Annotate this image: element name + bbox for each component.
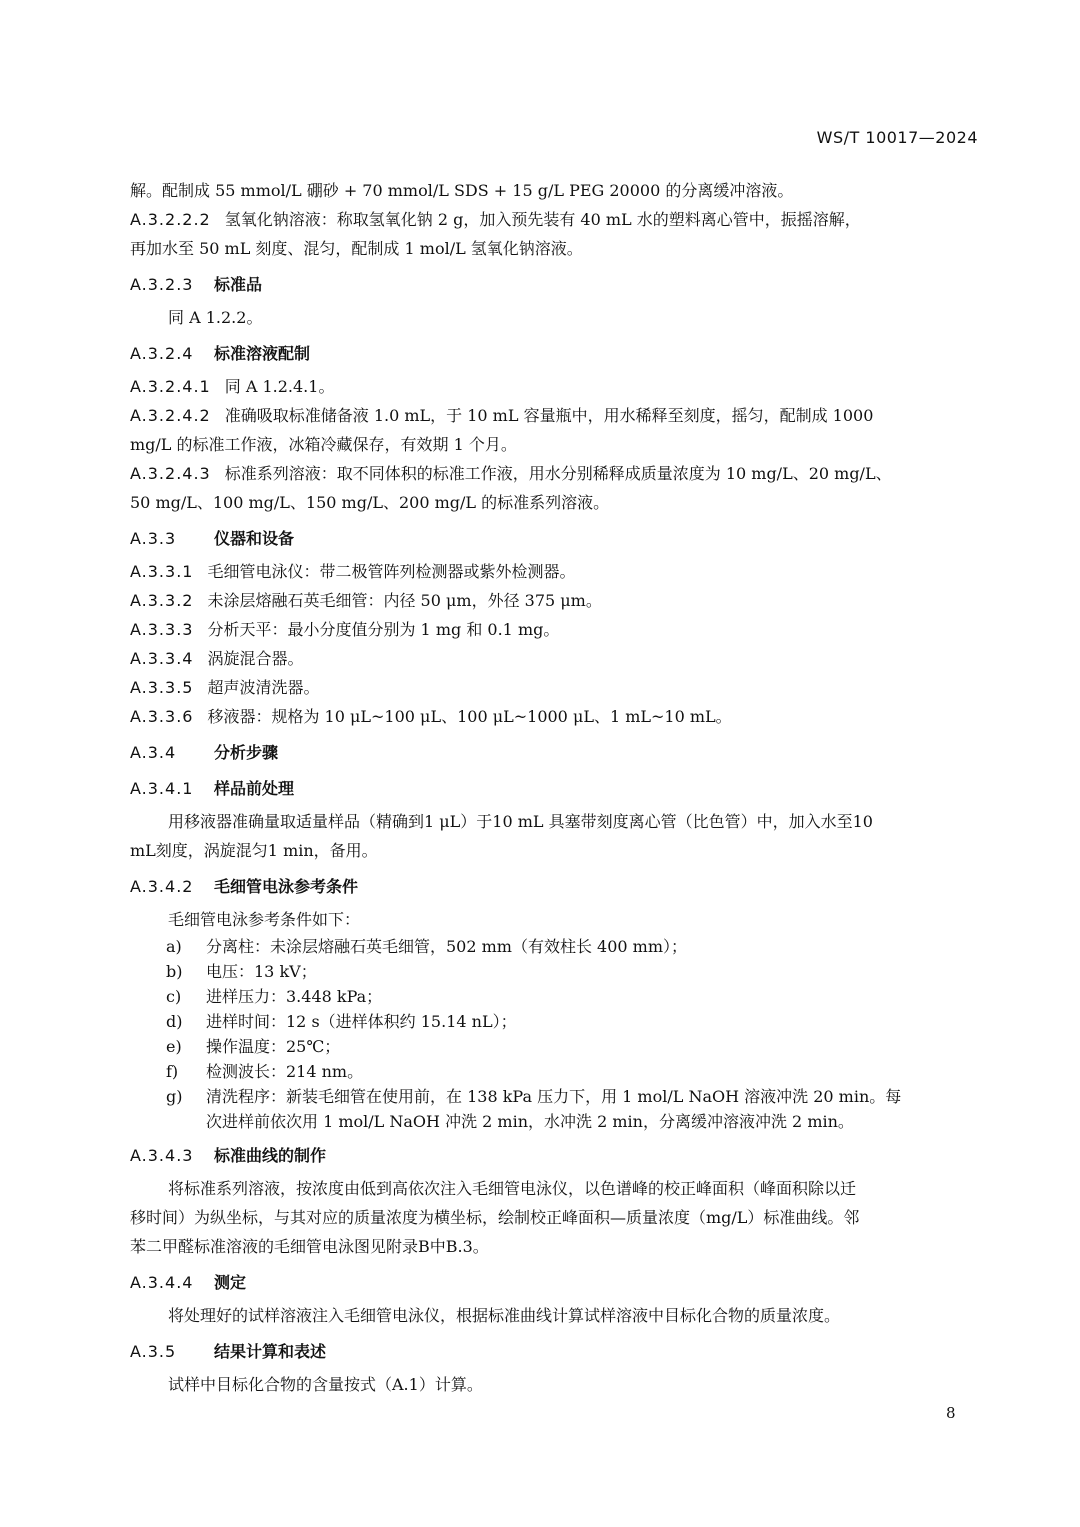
list-text: 操作温度：25℃； bbox=[206, 1037, 341, 1056]
heading-a34 bbox=[130, 738, 980, 767]
paragraph: 试样中目标化合物的含量按式（A.1）计算。 bbox=[168, 1375, 483, 1394]
heading-title: 测定 bbox=[214, 1273, 247, 1292]
paragraph: 用移液器准确量取适量样品（精确到1 μL）于10 mL 具塞带刻度离心管（比色管）中，加入水至10 bbox=[168, 812, 873, 831]
clause-number: A.3.3.4 bbox=[130, 649, 194, 668]
clause-a3242 bbox=[130, 401, 980, 430]
clause-text: 移液器：规格为 10 μL~100 μL、100 μL~1000 μL、1 mL~10 mL。 bbox=[207, 707, 732, 726]
clause-a3241 bbox=[130, 372, 980, 401]
page-number: 8 bbox=[946, 1404, 956, 1422]
list-item bbox=[166, 934, 980, 959]
heading-number: A.3.2.3 bbox=[130, 275, 194, 294]
list-item bbox=[166, 1009, 980, 1034]
heading-title: 样品前处理 bbox=[214, 779, 295, 798]
clause-a336 bbox=[130, 702, 980, 731]
heading-title: 分析步骤 bbox=[214, 743, 279, 762]
paragraph-cont: 移时间）为纵坐标，与其对应的质量浓度为横坐标，绘制校正峰面积—质量浓度（mg/L）标准曲线。邻 bbox=[130, 1208, 860, 1227]
list-label: d) bbox=[166, 1012, 183, 1031]
list-item bbox=[166, 1059, 980, 1084]
paragraph-cont: mL刻度，涡旋混匀1 min，备用。 bbox=[130, 841, 378, 860]
heading-title: 标准曲线的制作 bbox=[214, 1146, 327, 1165]
paragraph: 解。配制成 55 mmol/L 硼砂 + 70 mmol/L SDS + 15 g/L PEG 20000 的分离缓冲溶液。 bbox=[130, 181, 794, 200]
heading-title: 仪器和设备 bbox=[214, 529, 295, 548]
list-text: 检测波长：214 nm。 bbox=[206, 1062, 364, 1081]
list-text: 电压：13 kV； bbox=[206, 962, 317, 981]
list-text: 进样时间：12 s（进样体积约 15.14 nL）； bbox=[206, 1012, 517, 1031]
clause-number: A.3.3.6 bbox=[130, 707, 194, 726]
heading-title: 毛细管电泳参考条件 bbox=[214, 877, 359, 896]
heading-number: A.3.4.3 bbox=[130, 1146, 194, 1165]
list-text: 清洗程序：新装毛细管在使用前，在 138 kPa 压力下，用 1 mol/L NaOH 溶液冲洗 20 min。每 bbox=[206, 1087, 902, 1106]
heading-number: A.3.4 bbox=[130, 743, 177, 762]
heading-a343 bbox=[130, 1141, 980, 1170]
list-text: 次进样前依次用 1 mol/L NaOH 冲洗 2 min，水冲洗 2 min，分离缓冲溶液冲洗 2 min。 bbox=[206, 1112, 854, 1131]
heading-a33 bbox=[130, 524, 980, 553]
clause-text: 标准系列溶液：取不同体积的标准工作液，用水分别稀释成质量浓度为 10 mg/L、20 mg/L、 bbox=[224, 464, 892, 483]
list-label: b) bbox=[166, 962, 183, 981]
clause-a3242-cont: mg/L 的标准工作液，冰箱冷藏保存，有效期 1 个月。 bbox=[130, 435, 517, 454]
heading-a341 bbox=[130, 774, 980, 803]
clause-number: A.3.3.2 bbox=[130, 591, 194, 610]
clause-number: A.3.2.4.1 bbox=[130, 377, 211, 396]
clause-text: 同 A 1.2.4.1。 bbox=[224, 377, 335, 396]
list-label: g) bbox=[166, 1087, 183, 1106]
clause-a3243 bbox=[130, 459, 980, 488]
heading-number: A.3.2.4 bbox=[130, 344, 194, 363]
heading-a342 bbox=[130, 872, 980, 901]
list-label: f) bbox=[166, 1062, 179, 1081]
list-item bbox=[166, 1034, 980, 1059]
clause-a334 bbox=[130, 644, 980, 673]
clause-a331 bbox=[130, 557, 980, 586]
paragraph-cont: 苯二甲醛标准溶液的毛细管电泳图见附录B中B.3。 bbox=[130, 1237, 489, 1256]
heading-title: 标准溶液配制 bbox=[214, 344, 311, 363]
paragraph: 将处理好的试样溶液注入毛细管电泳仪，根据标准曲线计算试样溶液中目标化合物的质量浓度。 bbox=[168, 1306, 841, 1325]
document-id-header: WS/T 10017—2024 bbox=[816, 128, 978, 147]
heading-number: A.3.4.4 bbox=[130, 1273, 194, 1292]
heading-number: A.3.3 bbox=[130, 529, 177, 548]
clause-number: A.3.3.5 bbox=[130, 678, 194, 697]
list-text: 进样压力：3.448 kPa； bbox=[206, 987, 383, 1006]
clause-a335 bbox=[130, 673, 980, 702]
conditions-list bbox=[130, 934, 980, 1134]
clause-number: A.3.2.4.3 bbox=[130, 464, 211, 483]
clause-a332 bbox=[130, 586, 980, 615]
heading-a323 bbox=[130, 270, 980, 299]
list-item-cont bbox=[166, 1109, 980, 1134]
clause-text: 毛细管电泳仪：带二极管阵列检测器或紫外检测器。 bbox=[207, 562, 576, 581]
heading-a344 bbox=[130, 1268, 980, 1297]
heading-title: 结果计算和表述 bbox=[214, 1342, 327, 1361]
heading-title: 标准品 bbox=[214, 275, 263, 294]
heading-a35 bbox=[130, 1337, 980, 1366]
list-label: a) bbox=[166, 937, 182, 956]
list-item bbox=[166, 1084, 980, 1109]
list-label: c) bbox=[166, 987, 182, 1006]
clause-a3222-cont: 再加水至 50 mL 刻度、混匀，配制成 1 mol/L 氢氧化钠溶液。 bbox=[130, 239, 583, 258]
clause-text: 超声波清洗器。 bbox=[207, 678, 320, 697]
list-label: e) bbox=[166, 1037, 182, 1056]
paragraph: 将标准系列溶液，按浓度由低到高依次注入毛细管电泳仪，以色谱峰的校正峰面积（峰面积除以迁 bbox=[168, 1179, 857, 1198]
clause-text: 未涂层熔融石英毛细管：内径 50 μm，外径 375 μm。 bbox=[207, 591, 602, 610]
clause-number: A.3.2.4.2 bbox=[130, 406, 211, 425]
clause-number: A.3.2.2.2 bbox=[130, 210, 211, 229]
heading-a324 bbox=[130, 339, 980, 368]
clause-a333 bbox=[130, 615, 980, 644]
list-item bbox=[166, 959, 980, 984]
document-body bbox=[130, 176, 980, 1399]
list-item bbox=[166, 984, 980, 1009]
clause-text: 分析天平：最小分度值分别为 1 mg 和 0.1 mg。 bbox=[207, 620, 560, 639]
clause-text: 准确吸取标准储备液 1.0 mL，于 10 mL 容量瓶中，用水稀释至刻度，摇匀，配制成 1000 bbox=[224, 406, 874, 425]
clause-number: A.3.3.1 bbox=[130, 562, 194, 581]
list-text: 分离柱：未涂层熔融石英毛细管，502 mm（有效柱长 400 mm）； bbox=[206, 937, 688, 956]
clause-a3243-cont: 50 mg/L、100 mg/L、150 mg/L、200 mg/L 的标准系列溶液。 bbox=[130, 493, 610, 512]
heading-number: A.3.4.1 bbox=[130, 779, 194, 798]
clause-text: 涡旋混合器。 bbox=[207, 649, 304, 668]
heading-number: A.3.5 bbox=[130, 1342, 177, 1361]
clause-text: 氢氧化钠溶液：称取氢氧化钠 2 g，加入预先装有 40 mL 水的塑料离心管中，振摇溶解， bbox=[224, 210, 861, 229]
paragraph: 毛细管电泳参考条件如下： bbox=[168, 910, 361, 929]
clause-number: A.3.3.3 bbox=[130, 620, 194, 639]
heading-number: A.3.4.2 bbox=[130, 877, 194, 896]
clause-a3222 bbox=[130, 205, 980, 234]
paragraph: 同 A 1.2.2。 bbox=[168, 308, 263, 327]
